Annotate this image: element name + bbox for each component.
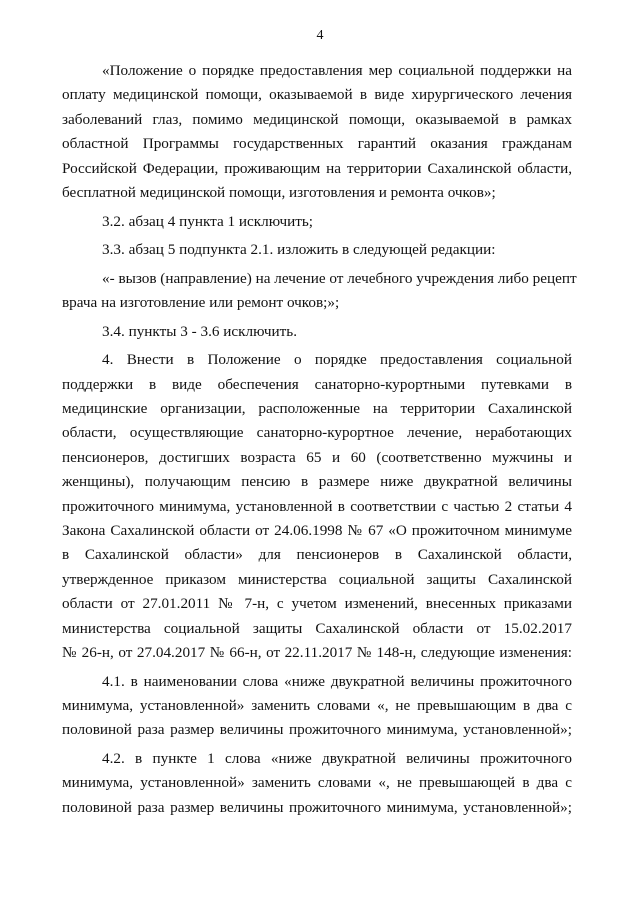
text-line: бесплатной медицинской помощи, изготовления и ремонта очков»; <box>62 183 496 201</box>
text-line: пенсионеров, достигших возраста 65 и 60 (соответственно мужчины и <box>62 448 572 466</box>
text-line: № 26-н, от 27.04.2017 № 66-н, от 22.11.2017 № 148-н, следующие изменения: <box>62 643 572 661</box>
text-line: 4. Внести в Положение о порядке предоставления социальной <box>102 351 572 369</box>
text-line: заболеваний глаз, помимо медицинской помощи, оказываемой в рамках <box>62 110 572 128</box>
text-line: оплату медицинской помощи, оказываемой в виде хирургического лечения <box>62 86 572 104</box>
text-line: Закона Сахалинской области от 24.06.1998 № 67 «О прожиточном минимуме <box>62 521 572 539</box>
text-line: 3.2. абзац 4 пункта 1 исключить; <box>102 212 314 230</box>
text-line: минимума, установленной» заменить словами «, не превышающим в два с <box>62 696 572 714</box>
page-number: 4 <box>316 28 324 43</box>
text-line: женщины), получающим пенсию в размере ниже двукратной величины <box>62 473 572 491</box>
text-line: области от 27.01.2011 № 7-н, с учетом изменений, внесенных приказами <box>62 595 572 613</box>
text-line: половиной раза размер величины прожиточного минимума, установленной»; <box>62 721 572 739</box>
text-line: медицинские организации, расположенные на территории Сахалинской <box>62 400 572 418</box>
text-line: минимума, установленной» заменить словами «, не превышающей в два с <box>62 774 572 792</box>
text-line: прожиточного минимума, установленной в соответствии с частью 2 статьи 4 <box>62 497 572 515</box>
document-body <box>62 59 577 820</box>
text-line: области, осуществляющие санаторно-курортное лечение, неработающих <box>62 424 572 442</box>
text-line: 4.1. в наименовании слова «ниже двукратной величины прожиточного <box>102 672 572 690</box>
text-line: 4.2. в пункте 1 слова «ниже двукратной величины прожиточного <box>102 749 572 767</box>
text-line: в Сахалинской области» для пенсионеров в Сахалинской области, <box>62 546 572 564</box>
text-line: Российской Федерации, проживающим на территории Сахалинской области, <box>62 159 572 177</box>
text-line: «- вызов (направление) на лечение от лечебного учреждения либо рецепт <box>102 269 577 287</box>
text-line: половиной раза размер величины прожиточного минимума, установленной»; <box>62 798 572 816</box>
text-line: областной Программы государственных гарантий оказания гражданам <box>62 135 572 153</box>
text-line: поддержки в виде обеспечения санаторно-курортными путевками в <box>62 375 572 393</box>
text-line: министерства социальной защиты Сахалинской области от 15.02.2017 <box>62 619 572 637</box>
text-line: врача на изготовление или ремонт очков;»; <box>62 294 340 312</box>
text-line: 3.4. пункты 3 - 3.6 исключить. <box>102 322 297 340</box>
text-line: утвержденное приказом министерства социальной защиты Сахалинской <box>62 570 572 588</box>
text-line: 3.3. абзац 5 подпункта 2.1. изложить в следующей редакции: <box>102 241 496 259</box>
text-line: «Положение о порядке предоставления мер социальной поддержки на <box>102 62 572 79</box>
